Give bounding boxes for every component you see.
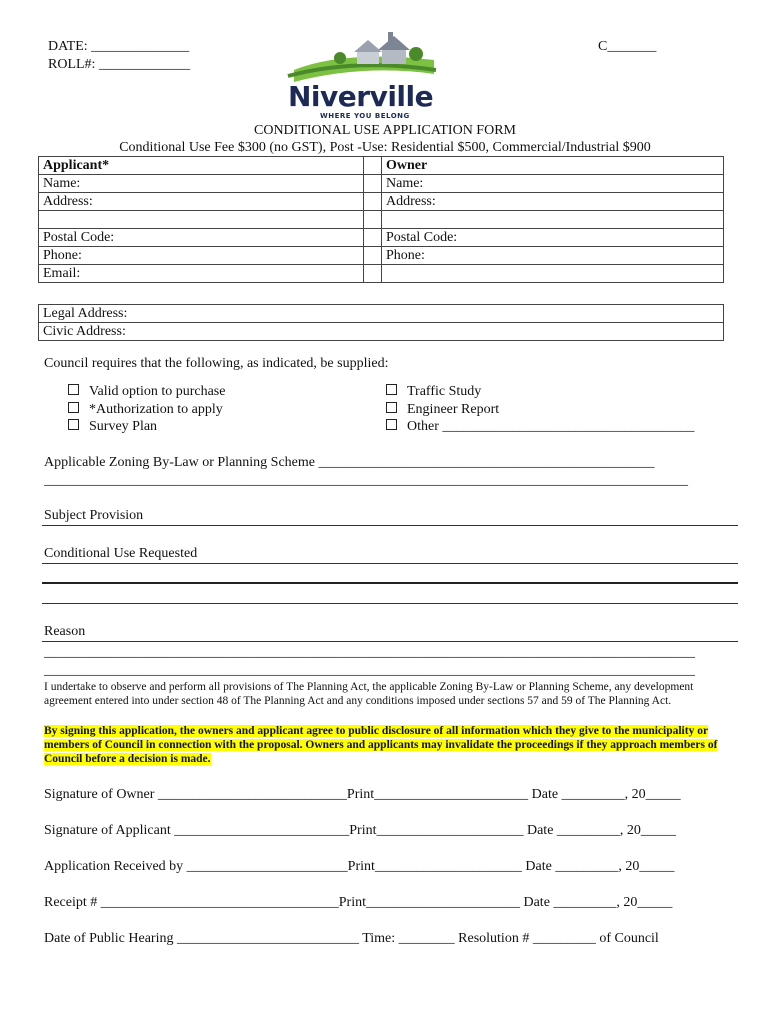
file-code-field[interactable]: C_______ — [598, 39, 657, 54]
applicant-phone-field[interactable]: Phone: — [39, 247, 364, 265]
subject-provision-label: Subject Provision — [44, 508, 144, 523]
checkbox-engineer-report[interactable]: Engineer Report — [386, 401, 694, 419]
reason-line2[interactable]: _____________________________________________________________________________________________ — [44, 663, 695, 678]
checkbox-other[interactable]: Other ____________________________________ — [386, 418, 694, 436]
subject-provision-line[interactable] — [42, 525, 738, 526]
conditional-use-line1[interactable] — [42, 563, 738, 564]
applicant-signature-line[interactable]: Signature of Applicant _________________________Print_____________________ Date _________, 20_____ — [44, 823, 676, 838]
conditional-use-line3[interactable] — [42, 603, 738, 604]
checkbox-option-purchase[interactable]: Valid option to purchase — [68, 383, 225, 401]
owner-address-line2[interactable] — [382, 211, 724, 229]
address-table — [38, 304, 724, 341]
applicant-address-line2[interactable] — [39, 211, 364, 229]
checkbox-authorization[interactable]: *Authorization to apply — [68, 401, 225, 419]
applicant-email-field[interactable]: Email: — [39, 265, 364, 283]
conditional-use-label: Conditional Use Requested — [44, 546, 198, 561]
owner-name-field[interactable]: Name: — [382, 175, 724, 193]
requirements-intro: Council requires that the following, as indicated, be supplied: — [44, 356, 389, 371]
disclosure-notice — [44, 724, 734, 766]
received-by-line[interactable]: Application Received by _______________________Print_____________________ Date _________, 20_____ — [44, 859, 675, 874]
checkbox-traffic-study[interactable]: Traffic Study — [386, 383, 694, 401]
roll-field[interactable]: ROLL#: _____________ — [48, 57, 190, 72]
applicant-heading: Applicant* — [39, 157, 364, 175]
reason-line0[interactable] — [42, 641, 738, 642]
checkbox-icon[interactable] — [386, 419, 397, 430]
applicant-owner-table — [38, 156, 724, 283]
owner-signature-line[interactable]: Signature of Owner ___________________________Print______________________ Date _________, 20_____ — [44, 787, 681, 802]
checkbox-icon[interactable] — [68, 419, 79, 430]
applicant-postal-field[interactable]: Postal Code: — [39, 229, 364, 247]
owner-empty-cell — [382, 265, 724, 283]
civic-address-field[interactable]: Civic Address: — [39, 323, 724, 341]
checkbox-icon[interactable] — [386, 384, 397, 395]
checkbox-icon[interactable] — [68, 402, 79, 413]
reason-label: Reason — [44, 624, 86, 639]
owner-postal-field[interactable]: Postal Code: — [382, 229, 724, 247]
receipt-line[interactable]: Receipt # __________________________________Print______________________ Date _________, 20_____ — [44, 895, 673, 910]
form-title: CONDITIONAL USE APPLICATION FORM — [254, 123, 516, 138]
undertaking-text: I undertake to observe and perform all provisions of The Planning Act, the applicable Zoning By-Law or Planning Scheme, any development agreement entered into under section 48 of The Planning Act and any conditions imposed under sections 57 and 59 of The Planning Act. — [44, 681, 694, 707]
checkbox-icon[interactable] — [386, 402, 397, 413]
applicant-address-field[interactable]: Address: — [39, 193, 364, 211]
owner-phone-field[interactable]: Phone: — [382, 247, 724, 265]
legal-address-field[interactable]: Legal Address: — [39, 305, 724, 323]
zoning-field[interactable]: Applicable Zoning By-Law or Planning Scheme ________________________________________________ — [44, 455, 655, 470]
disclosure-text: By signing this application, the owners and applicant agree to public disclosure of all information which they give to the municipality or members of Council in connection with the proposal. Owners and applicants may invalidate the proceedings if they approach members of Council before a decision is made. — [44, 725, 718, 765]
house-hill-icon — [284, 30, 440, 86]
requirements-left-list — [68, 383, 225, 436]
logo-tagline: WHERE YOU BELONG — [320, 112, 410, 120]
public-hearing-line[interactable]: Date of Public Hearing __________________________ Time: ________ Resolution # _________ of Council — [44, 931, 659, 946]
logo-wordmark: Niverville — [288, 80, 434, 113]
niverville-logo — [284, 30, 440, 122]
fee-line: Conditional Use Fee $300 (no GST), Post -Use: Residential $500, Commercial/Industrial $900 — [119, 140, 651, 155]
owner-address-field[interactable]: Address: — [382, 193, 724, 211]
conditional-use-line2[interactable] — [42, 582, 738, 584]
owner-heading: Owner — [382, 157, 724, 175]
checkbox-survey-plan[interactable]: Survey Plan — [68, 418, 225, 436]
applicant-name-field[interactable]: Name: — [39, 175, 364, 193]
requirements-right-list — [386, 383, 694, 436]
zoning-field-line2[interactable]: ____________________________________________________________________________________________ — [44, 473, 688, 488]
date-field[interactable]: DATE: ______________ — [48, 39, 190, 54]
checkbox-icon[interactable] — [68, 384, 79, 395]
reason-line1[interactable]: _____________________________________________________________________________________________ — [44, 645, 695, 660]
